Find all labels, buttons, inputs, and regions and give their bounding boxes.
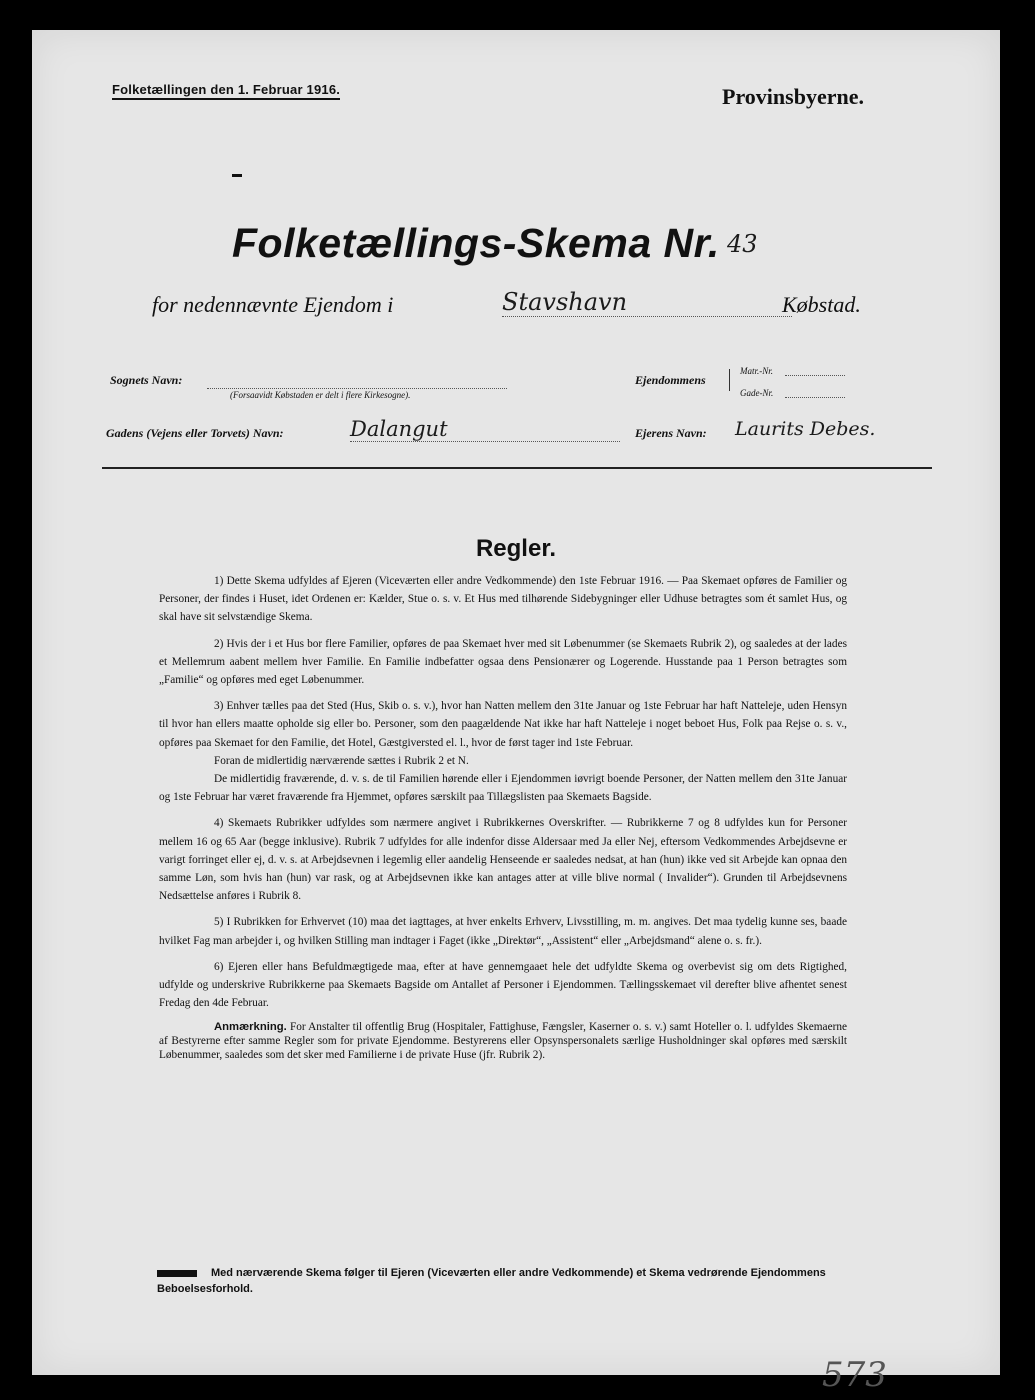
matr-label: Matr.-Nr. (740, 366, 774, 376)
owner-field[interactable]: Laurits Debes. (735, 418, 876, 440)
rule-6: 6) Ejeren eller hans Befuldmægtigede maa, efter at have gennemgaaet hele det udfyldte Skema og overbevist sig om dets Rigtighed, udfylde og underskrive Rubrikkerne paa Skemaets Bagside om Antallet af Personer i Ejendommen. Tællingsskemaet vil derefter blive afhentet senest Fredag den 4de Februar. (159, 960, 847, 1010)
gade-label: Gade-Nr. (740, 388, 774, 398)
gade-field[interactable] (785, 397, 845, 398)
property-prefix: for nedennævnte Ejendom i (152, 292, 394, 317)
town-suffix: Købstad. (782, 292, 861, 317)
parish-label: Sognets Navn: (110, 373, 183, 387)
rule-5: 5) I Rubrikken for Erhvervet (10) maa det iagttages, at hver enkelts Erhverv, Livsstilling, m. m. angives. Det maa tydelig kunne ses, baade hvilket Fag man arbejder i, og hvilken Stilling man indtager i Faget (ikke „Direktør“, „Assistent“ eller „Arbejdsmand“ alene o. s. fr.). (159, 916, 847, 947)
census-form-page (32, 30, 1000, 1395)
rule-2: 2) Hvis der i et Hus bor flere Familier, opføres de paa Skemaet hver med sit Løbenummer (se Skemaets Rubrik 2), og saaledes at der lades et Mellemrum aabent mellem hver Familie. En Familie indbefatter ogsaa dens Pensionærer og Logerende. Husstande paa 1 Person betragtes som „Familie“ og opføres med eget Løbenummer. (159, 637, 847, 687)
note (159, 1020, 847, 1062)
parish-note: (Forsaavidt Købstaden er delt i flere Kirkesogne). (230, 390, 411, 400)
matr-field[interactable] (785, 375, 845, 376)
pointer-mark (157, 1270, 197, 1277)
property-label: Ejendommens (635, 373, 706, 387)
rules-title: Regler. (475, 535, 557, 562)
street-field[interactable]: Dalangut (350, 417, 620, 442)
rule-4: 4) Skemaets Rubrikker udfyldes som nærmere angivet i Rubrikkernes Overskrifter. — Rubrikkerne 7 og 8 udfyldes kun for Personer mellem 16 og 65 Aar (begge inklusive). Rubrik 7 udfyldes for alle indenfor disse Aldersaar med Ja eller Nej, eftersom Vedkommendes Arbejdsevne er varigt forringet eller ej, d. v. s. at Arbejdsevnen i legemlig eller aandelig Henseende er saaledes nedsat, at han (hun) ikke ved sit Arbejde kan opnaa den samme Løn, som hvis han (hun) var rask, og at Arbejdsevnen ikke kan antages atter at ville blive normal ( Invalider“). Grunden til Arbejdsevnens Nedsættelse anføres i Rubrik 8. (159, 817, 847, 903)
region-label: Provinsbyerne. (722, 84, 864, 109)
town-field[interactable]: Stavshavn (502, 288, 792, 317)
rule-3-n: Foran de midlertidig nærværende sættes i Rubrik 2 et N. (214, 754, 469, 767)
owner-label: Ejerens Navn: (635, 426, 707, 440)
rule-3-absent: De midlertidig fraværende, d. v. s. de til Familien hørende eller i Ejendommen iøvrigt boende Personer, der Natten mellem den 31te Januar og 1ste Februar har været fraværende fra Hjemmet, opføres særskilt paa Tillægslisten paa Skemaets Bagside. (159, 773, 847, 804)
footer-text: Med nærværende Skema følger til Ejeren (Viceværten eller andre Vedkommende) et Skema vedrørende Ejendommens Beboelsesforhold. (157, 1267, 826, 1295)
census-label: Folketællingen den 1. Februar 1916. (112, 82, 340, 100)
note-text: For Anstalter til offentlig Brug (Hospitaler, Fattighuse, Fængsler, Kaserner o. s. v.) samt Hoteller o. l. udfyldes Skemaerne af Bestyrerne efter samme Regler som for private Ejendomme. Bestyrerens eller Opsynspersonalets særlige Husholdninger skal opføres med særskilt Løbenummer, saaledes som det sker med Familierne i de private Huse (jfr. Rubrik 2). (159, 1021, 848, 1062)
page-number: 573 (822, 1355, 887, 1395)
mark-dash (232, 174, 242, 177)
property-brace (729, 369, 730, 391)
footer-note (157, 1265, 877, 1297)
rules-body (159, 572, 847, 1070)
rule-3: 3) Enhver tælles paa det Sted (Hus, Skib o. s. v.), hvor han Natten mellem den 31te Januar og 1ste Februar har haft Natteleje, uden Hensyn til hvor han ellers maatte opholde sig eller bo. Personer, som den paagældende Nat ikke har haft Natteleje i noget beboet Hus, Folk paa Rejse o. s. v., opføres paa Skemaet for den Familie, det Hotel, Gæstgiversted el. l., hvor de først tager ind 1ste Februar. (159, 700, 847, 749)
rule-1: 1) Dette Skema udfyldes af Ejeren (Viceværten eller andre Vedkommende) den 1ste Februar 1916. — Paa Skemaet opføres de Familier og Personer, der findes i Huset, idet Ordenen er: Kælder, Stue o. s. v. Et Hus med tilhørende Sidebygninger eller Udhuse betragtes som ét samlet Hus, og skal have sit selvstændige Skema. (159, 575, 847, 624)
street-label: Gadens (Vejens eller Torvets) Navn: (106, 426, 284, 440)
form-title: Folketællings-Skema Nr. (232, 220, 720, 266)
form-number[interactable]: 43 (727, 230, 758, 258)
parish-field[interactable] (207, 376, 507, 389)
section-divider (102, 467, 932, 469)
note-label: Anmærkning. (214, 1021, 287, 1034)
